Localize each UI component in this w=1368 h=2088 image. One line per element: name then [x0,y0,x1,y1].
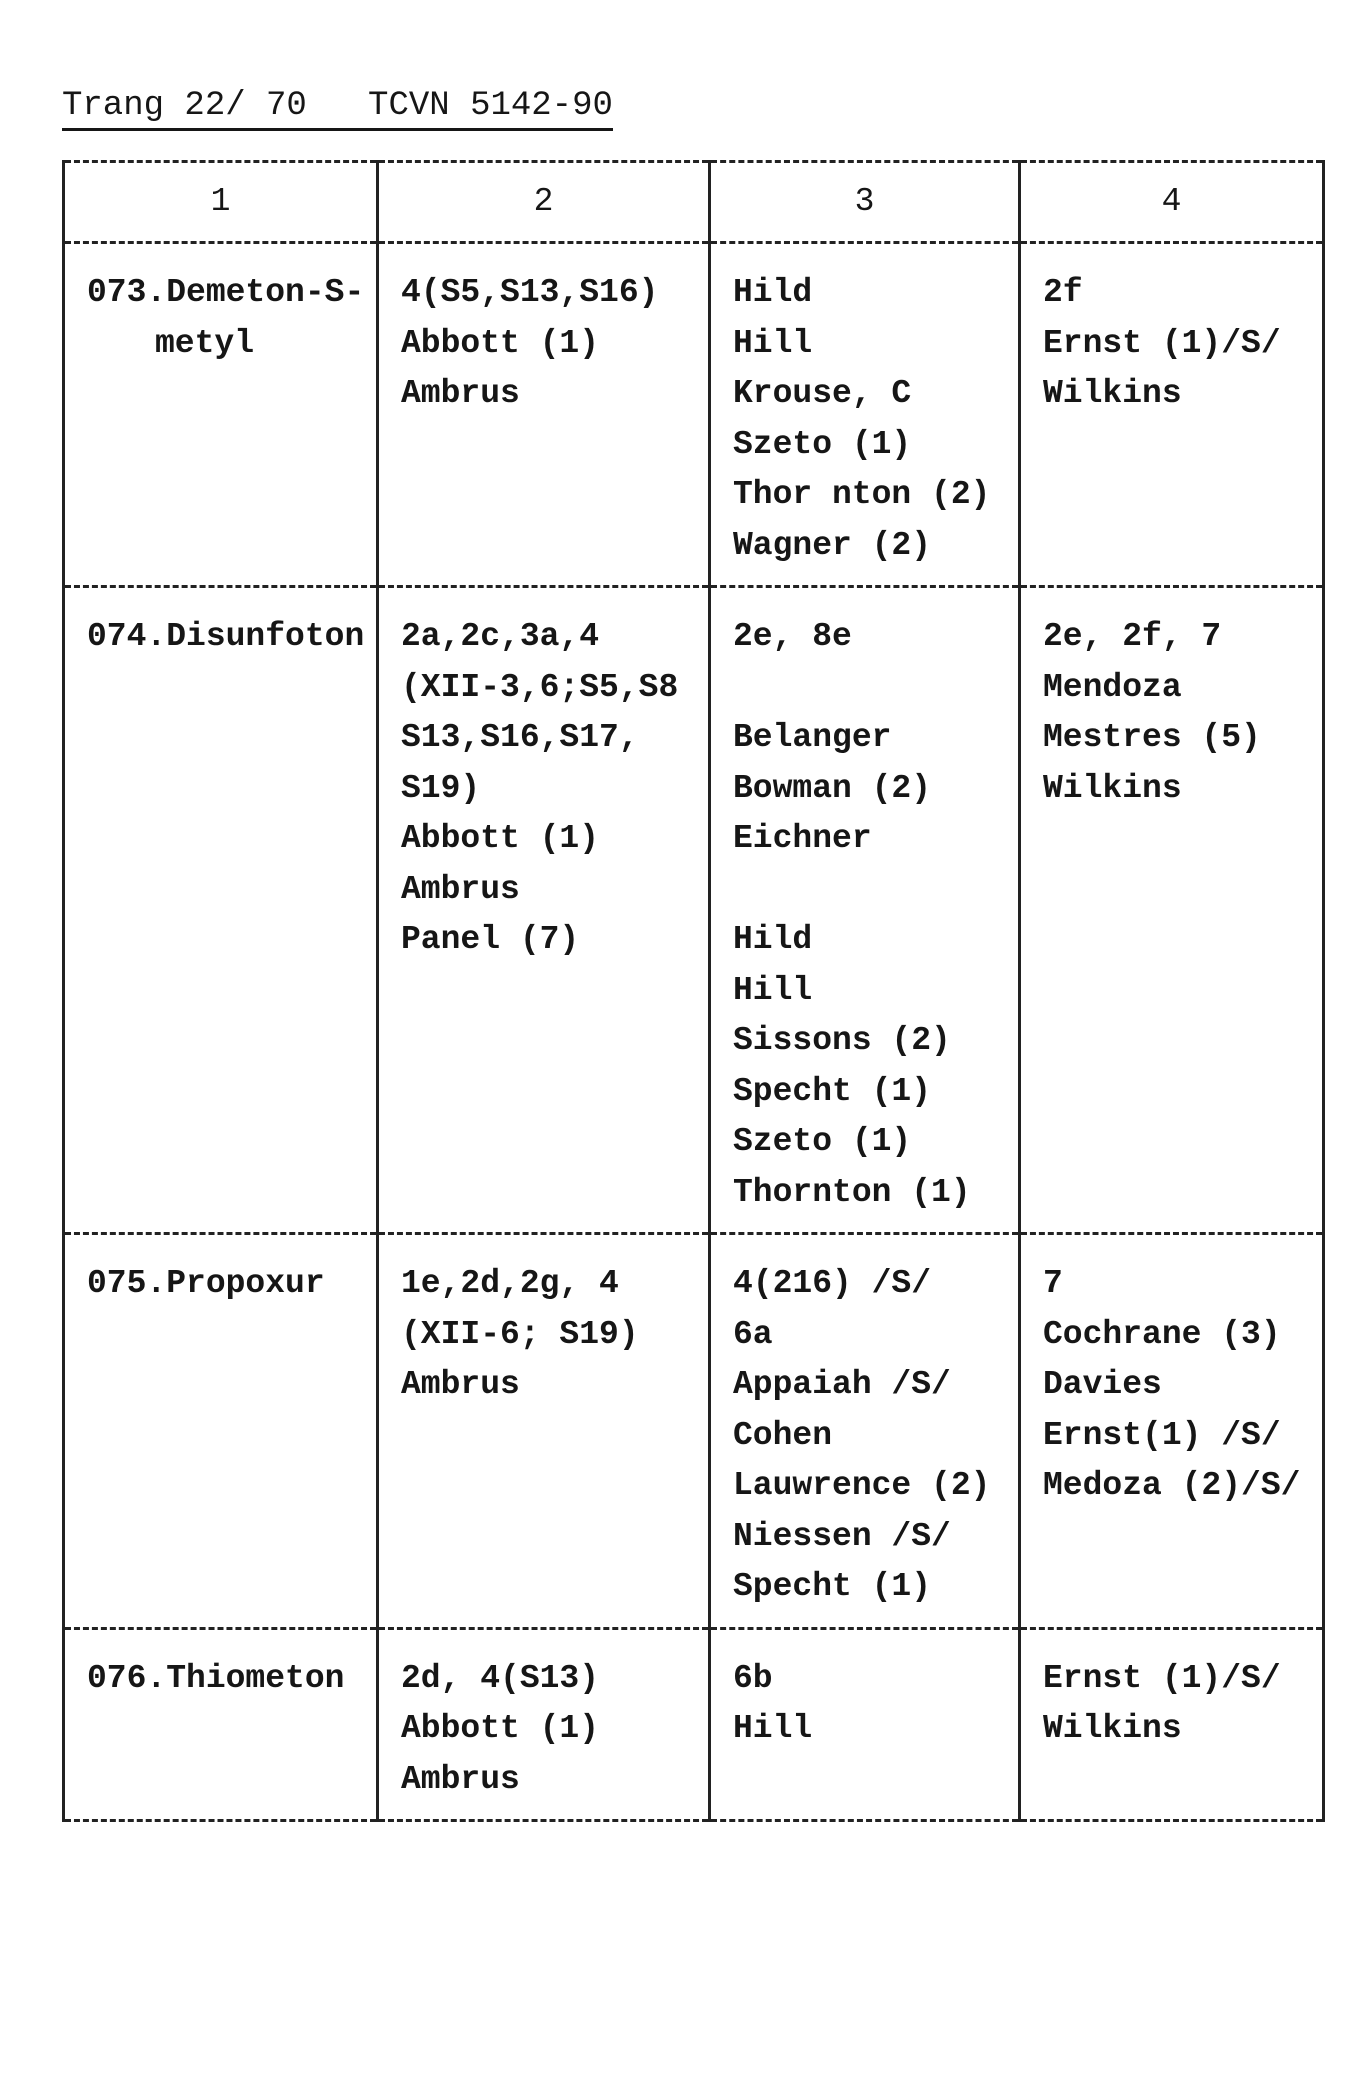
table-cell: Panel (7) [378,915,710,966]
header-row [64,162,1324,243]
table-row [64,319,1324,370]
table-cell: Mendoza [1020,663,1324,714]
table-cell: (XII-6; S19) [378,1310,710,1361]
table-cell [64,865,378,916]
table-cell [64,1310,378,1361]
table-row [64,915,1324,966]
table-cell: Appaiah /S/ [710,1360,1020,1411]
table-cell: Cohen [710,1411,1020,1462]
table-row [64,420,1324,471]
table-cell [378,1805,710,1821]
table-cell [1020,420,1324,471]
table-cell: S19) [378,764,710,815]
table-cell [1020,1117,1324,1168]
table-row [64,814,1324,865]
page-header: Trang 22/ 70 TCVN 5142-90 [62,86,613,131]
table-cell: Abbott (1) [378,1704,710,1755]
table-cell: Abbott (1) [378,319,710,370]
column-header: 3 [710,162,1020,243]
table-cell: Wilkins [1020,764,1324,815]
table-cell: 076.Thiometon [64,1628,378,1704]
table-row [64,1461,1324,1512]
table-cell: Lauwrence (2) [710,1461,1020,1512]
table-cell [378,1461,710,1512]
table-cell: 6b [710,1628,1020,1704]
table-cell [378,1016,710,1067]
table-rule-cell [1020,1821,1324,1823]
table-cell: metyl [64,319,378,370]
table-cell [378,1411,710,1462]
table-cell [64,1016,378,1067]
table-rule-cell [710,1821,1020,1823]
table-cell: Hill [710,319,1020,370]
table-cell [710,1805,1020,1821]
table-cell: 4(216) /S/ [710,1234,1020,1310]
table-row [64,1016,1324,1067]
table-cell [1020,966,1324,1017]
table-cell: Wilkins [1020,369,1324,420]
table-cell: Hill [710,966,1020,1017]
table-row [64,587,1324,663]
table-cell [64,1168,378,1234]
table-cell [1020,1168,1324,1234]
table-cell [64,764,378,815]
table-cell [710,1755,1020,1806]
table-cell: 2f [1020,243,1324,319]
table-cell: 2d, 4(S13) [378,1628,710,1704]
table-cell: Hild [710,243,1020,319]
table-cell: 2e, 2f, 7 [1020,587,1324,663]
table-cell: (XII-3,6;S5,S8 [378,663,710,714]
table-cell: Sissons (2) [710,1016,1020,1067]
table-cell: Wagner (2) [710,521,1020,587]
table-cell: Thornton (1) [710,1168,1020,1234]
table-cell: 6a [710,1310,1020,1361]
table-cell [378,1168,710,1234]
table-cell: Mestres (5) [1020,713,1324,764]
table-cell: Szeto (1) [710,1117,1020,1168]
table-row [64,243,1324,319]
table-cell: 075.Propoxur [64,1234,378,1310]
table-row [64,764,1324,815]
table-cell: Ernst (1)/S/ [1020,1628,1324,1704]
table-cell: Bowman (2) [710,764,1020,815]
table-cell [64,1805,378,1821]
table-rule-cell [378,1821,710,1823]
table-cell: Ernst(1) /S/ [1020,1411,1324,1462]
table-cell: Wilkins [1020,1704,1324,1755]
table-cell: Hill [710,1704,1020,1755]
table-row [64,1755,1324,1806]
table-cell [64,1704,378,1755]
table-row [64,521,1324,587]
table-cell [710,865,1020,916]
table-cell [1020,865,1324,916]
table-cell [64,1067,378,1118]
table-cell [64,1360,378,1411]
table-cell [1020,1562,1324,1628]
table-cell: Ernst (1)/S/ [1020,319,1324,370]
table-cell [64,1755,378,1806]
table-cell: 2a,2c,3a,4 [378,587,710,663]
table-cell [378,1117,710,1168]
table-row [64,1562,1324,1628]
table-cell: Niessen /S/ [710,1512,1020,1563]
table-cell: Thor nton (2) [710,470,1020,521]
table-body [64,243,1324,1823]
table-cell [1020,1016,1324,1067]
table-cell [710,663,1020,714]
table-cell [64,369,378,420]
table-cell: Szeto (1) [710,420,1020,471]
table-cell: Cochrane (3) [1020,1310,1324,1361]
table-cell [64,1461,378,1512]
table-cell [1020,814,1324,865]
table-cell [1020,1067,1324,1118]
table-row [64,1234,1324,1310]
table-cell [378,420,710,471]
table-cell [64,663,378,714]
table-cell [64,814,378,865]
table-cell: Ambrus [378,1360,710,1411]
table-cell: 1e,2d,2g, 4 [378,1234,710,1310]
table-row [64,1628,1324,1704]
table-cell [64,420,378,471]
table-cell: Eichner [710,814,1020,865]
table-cell [1020,521,1324,587]
table-row [64,966,1324,1017]
table-cell: Davies [1020,1360,1324,1411]
table-cell: Medoza (2)/S/ [1020,1461,1324,1512]
table-bottom-rule [64,1821,1324,1823]
table-cell: Hild [710,915,1020,966]
table-cell: Specht (1) [710,1067,1020,1118]
table-cell [64,915,378,966]
table-cell: S13,S16,S17, [378,713,710,764]
table-cell [64,1117,378,1168]
table-row [64,1805,1324,1821]
table-cell: Ambrus [378,865,710,916]
table-cell: Belanger [710,713,1020,764]
table-row [64,369,1324,420]
table-cell [1020,1512,1324,1563]
table-row [64,1704,1324,1755]
table-cell: Ambrus [378,1755,710,1806]
table-cell [1020,1805,1324,1821]
table-cell: Ambrus [378,369,710,420]
table-row [64,470,1324,521]
table-row [64,865,1324,916]
table-row [64,713,1324,764]
table-cell [378,1067,710,1118]
table-rule-cell [64,1821,378,1823]
table-row [64,1168,1324,1234]
table-cell: Krouse, C [710,369,1020,420]
table-cell [1020,470,1324,521]
table-cell: Specht (1) [710,1562,1020,1628]
table-cell: 2e, 8e [710,587,1020,663]
table-row [64,1067,1324,1118]
table-cell [64,1562,378,1628]
table-row [64,1360,1324,1411]
table-cell [64,1411,378,1462]
table-cell [1020,915,1324,966]
table-cell: 073.Demeton-S- [64,243,378,319]
pesticide-table [62,160,1325,1822]
table-cell [64,521,378,587]
table-row [64,1310,1324,1361]
table-cell [378,470,710,521]
table-row [64,1117,1324,1168]
table-cell [64,966,378,1017]
table-cell [378,521,710,587]
table-cell [64,713,378,764]
table-cell: 4(S5,S13,S16) [378,243,710,319]
column-header: 4 [1020,162,1324,243]
table-cell [378,966,710,1017]
table-cell [1020,1755,1324,1806]
table-row [64,1411,1324,1462]
table-row [64,663,1324,714]
table-row [64,1512,1324,1563]
table-cell [64,470,378,521]
table-cell: 7 [1020,1234,1324,1310]
table-cell: 074.Disunfoton [64,587,378,663]
table-cell [64,1512,378,1563]
column-header: 1 [64,162,378,243]
table-cell: Abbott (1) [378,814,710,865]
column-header: 2 [378,162,710,243]
table-cell [378,1562,710,1628]
table-cell [378,1512,710,1563]
